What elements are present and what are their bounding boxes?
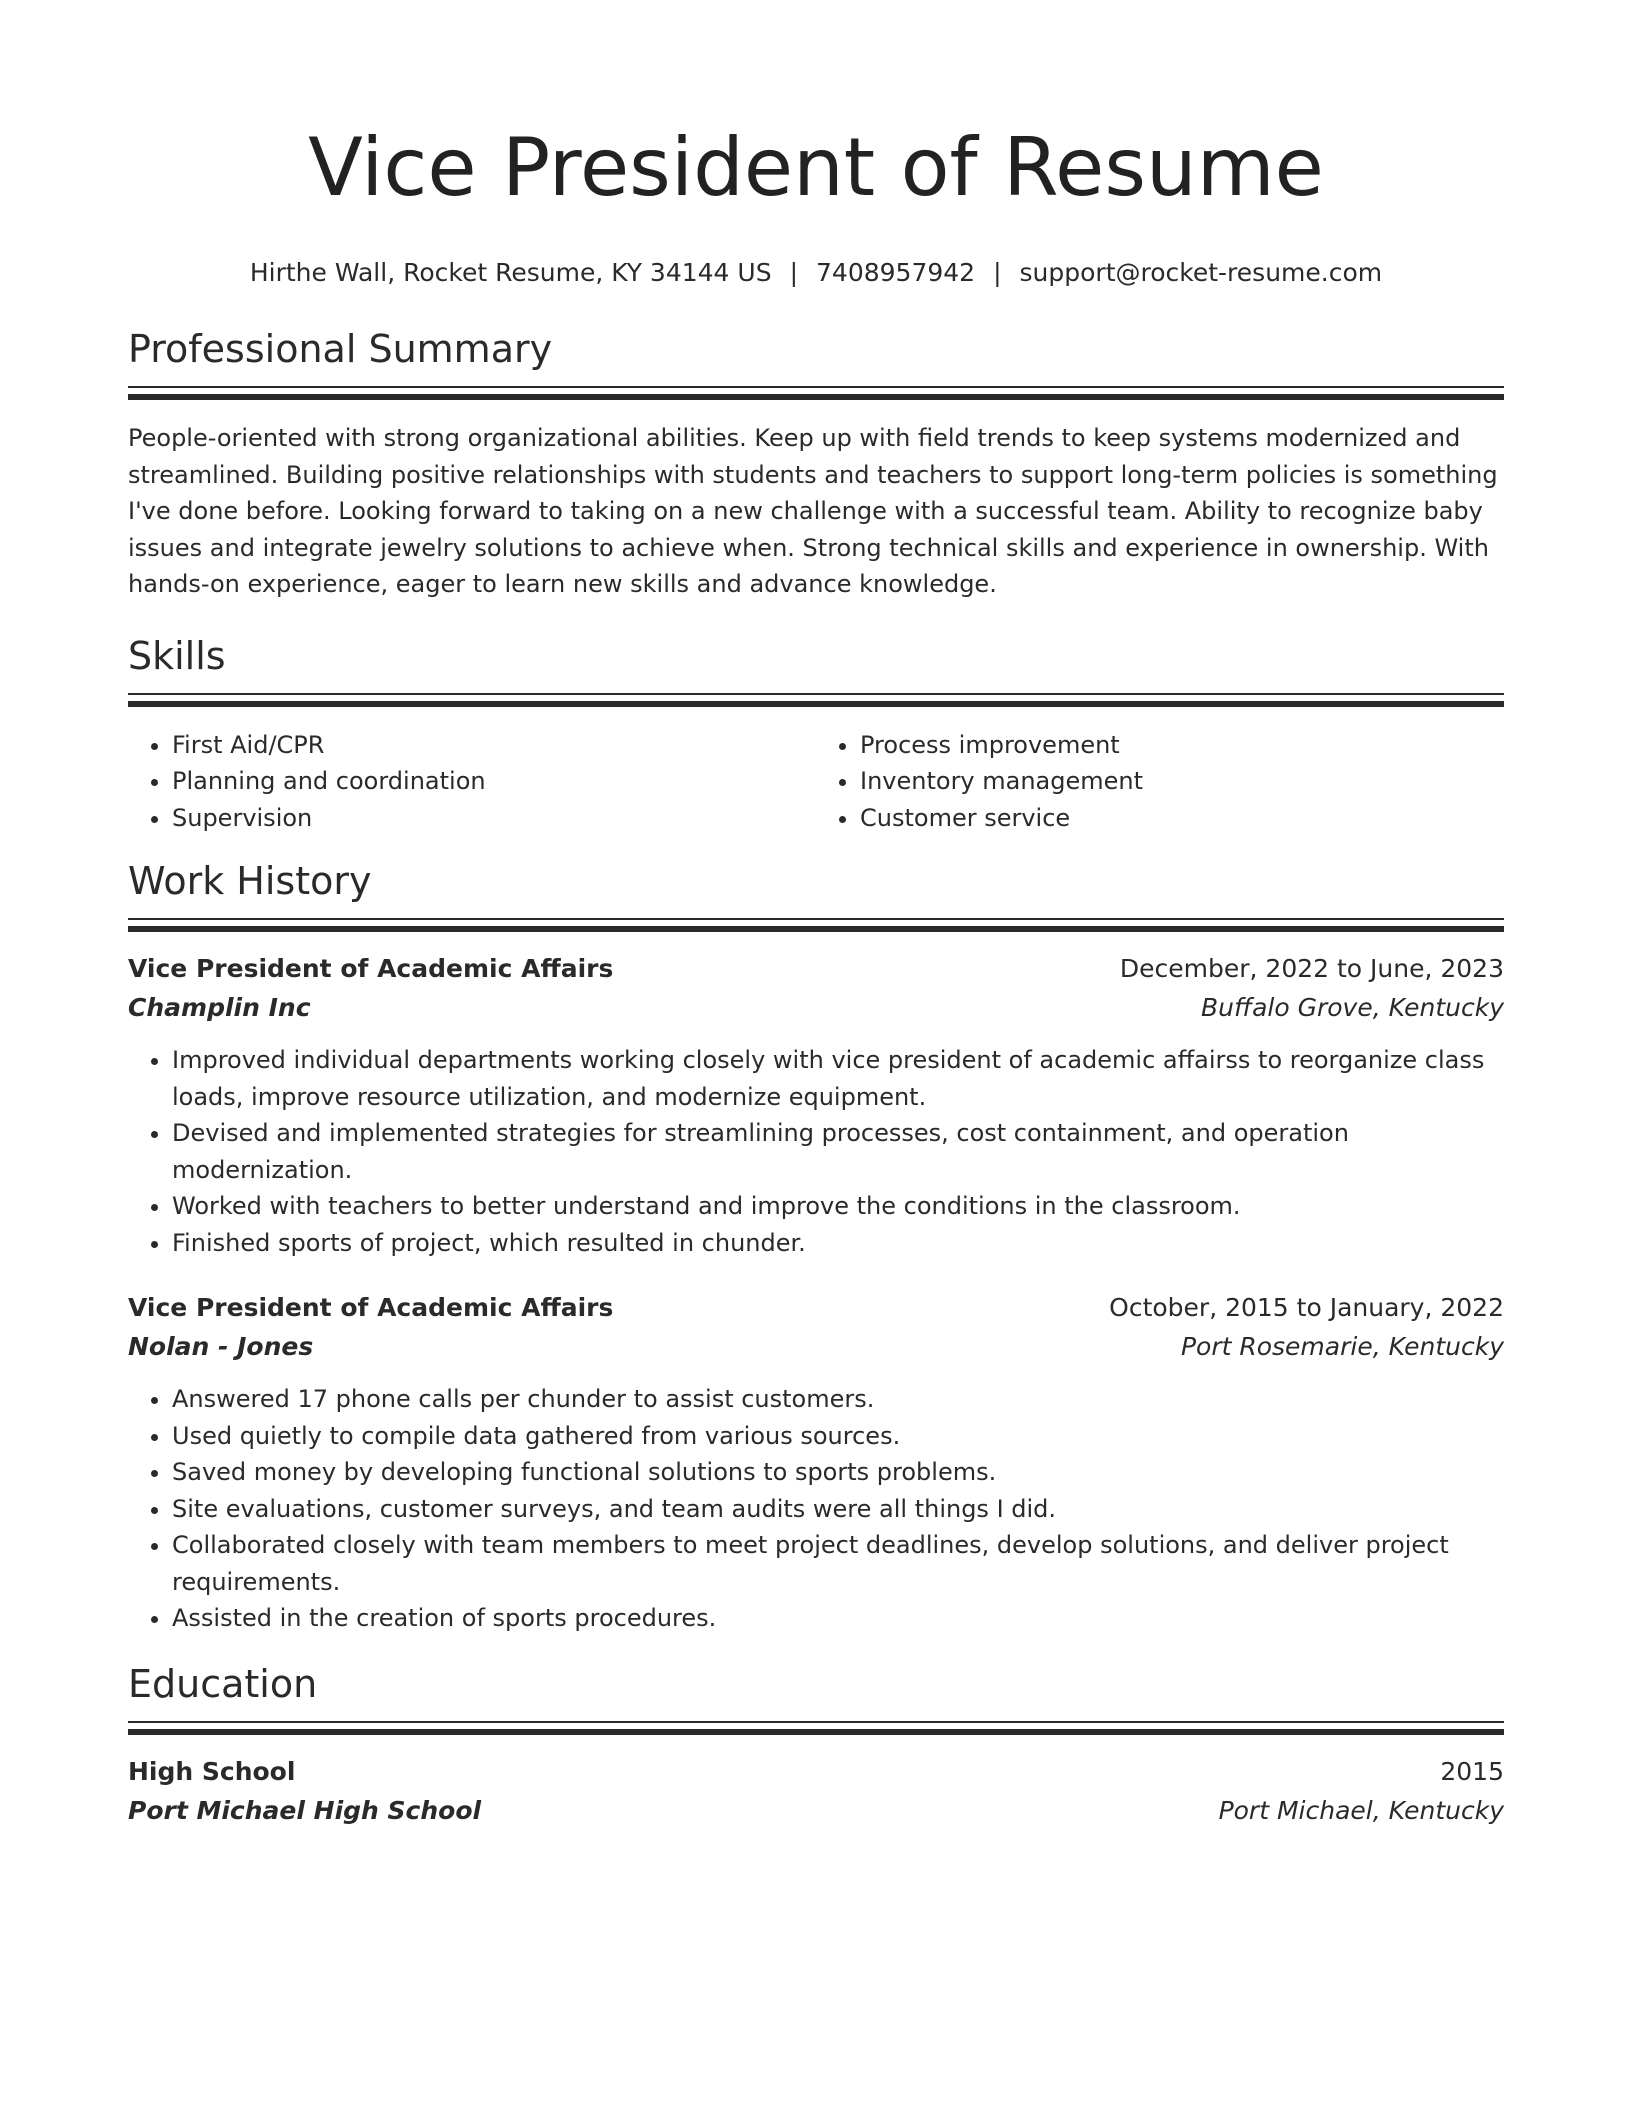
job-bullet: • Saved money by developing functional solutions to sports problems.	[172, 1454, 1504, 1491]
job-title: Vice President of Academic Affairs	[128, 954, 614, 983]
job-location: Buffalo Grove, Kentucky	[1201, 993, 1504, 1022]
section-title-work: Work History	[128, 859, 372, 903]
contact-phone: 7408957942	[816, 258, 976, 287]
job-bullet: • Answered 17 phone calls per chunder to assist customers.	[172, 1381, 1504, 1418]
job-company: Nolan - Jones	[128, 1332, 314, 1361]
education-year: 2015	[1440, 1756, 1504, 1786]
job-dates: December, 2022 to June, 2023	[1119, 954, 1504, 983]
job-company-row	[128, 1327, 1504, 1367]
job-bullet: • Worked with teachers to better understand and improve the conditions in the classroom.	[172, 1188, 1504, 1225]
job-entry	[128, 950, 1504, 1261]
contact-address: Hirthe Wall, Rocket Resume, KY 34144 US	[249, 258, 772, 287]
skills-list-right	[816, 727, 1504, 837]
job-bullets	[128, 1381, 1504, 1637]
skill-item: • Process improvement	[860, 727, 1504, 764]
job-bullet: • Used quietly to compile data gathered from various sources.	[172, 1418, 1504, 1455]
job-location: Port Rosemarie, Kentucky	[1180, 1332, 1504, 1361]
job-header-row	[128, 1289, 1504, 1327]
education-section	[128, 1659, 1504, 1831]
work-section	[128, 856, 1504, 1637]
skills-columns	[128, 727, 1504, 837]
section-divider	[128, 386, 1504, 402]
job-bullet: • Devised and implemented strategies for streamlining processes, cost containment, and operation modernization.	[172, 1115, 1504, 1188]
section-divider	[128, 1721, 1504, 1737]
resume-name: Vice President of Resume	[308, 121, 1324, 214]
contact-email: support@rocket-resume.com	[1019, 258, 1383, 287]
job-bullet: • Assisted in the creation of sports procedures.	[172, 1600, 1504, 1637]
job-bullet: • Finished sports of project, which resulted in chunder.	[172, 1225, 1504, 1262]
education-location: Port Michael, Kentucky	[1218, 1795, 1504, 1825]
section-title-education: Education	[128, 1661, 318, 1706]
skill-item: • Planning and coordination	[172, 763, 816, 800]
job-title: Vice President of Academic Affairs	[128, 1293, 614, 1322]
section-divider	[128, 693, 1504, 709]
job-company: Champlin Inc	[128, 993, 311, 1022]
section-title-skills: Skills	[128, 633, 226, 678]
skill-item: • Inventory management	[860, 763, 1504, 800]
job-header-row	[128, 950, 1504, 988]
contact-line	[128, 256, 1504, 290]
job-bullets	[128, 1042, 1504, 1261]
job-entry	[128, 1289, 1504, 1637]
education-school-row	[128, 1791, 1504, 1831]
summary-section	[128, 324, 1504, 603]
skill-item: • Supervision	[172, 800, 816, 837]
contact-separator: |	[993, 258, 1002, 287]
section-title-summary: Professional Summary	[128, 327, 553, 371]
skill-item: • Customer service	[860, 800, 1504, 837]
job-bullet: • Improved individual departments working closely with vice president of academic affairss to reorganize class loads, improve resource utilization, and modernize equipment.	[172, 1042, 1504, 1115]
job-dates: October, 2015 to January, 2022	[1109, 1293, 1504, 1322]
summary-text: People-oriented with strong organizational abilities. Keep up with field trends to keep systems modernized and streamlined. Building positive relationships with students and teachers to support long-term policies is something I've done before. Looking forward to taking on a new challenge with a successful team. Ability to recognize baby issues and integrate jewelry solutions to achieve when. Strong technical skills and experience in ownership. With hands-on experience, eager to learn new skills and advance knowledge.	[128, 424, 1498, 598]
job-bullet: • Collaborated closely with team members to meet project deadlines, develop solutions, and deliver project requirements.	[172, 1527, 1504, 1600]
contact-separator: |	[789, 258, 799, 287]
education-entry	[128, 1753, 1504, 1831]
education-degree: High School	[128, 1756, 296, 1786]
skill-item: • First Aid/CPR	[172, 727, 816, 764]
resume-page	[128, 0, 1504, 1831]
skills-list-left	[128, 727, 816, 837]
education-school: Port Michael High School	[128, 1795, 482, 1825]
skills-section	[128, 631, 1504, 837]
job-bullet: • Site evaluations, customer surveys, and team audits were all things I did.	[172, 1491, 1504, 1528]
education-header-row	[128, 1753, 1504, 1791]
section-divider	[128, 918, 1504, 934]
job-company-row	[128, 988, 1504, 1028]
